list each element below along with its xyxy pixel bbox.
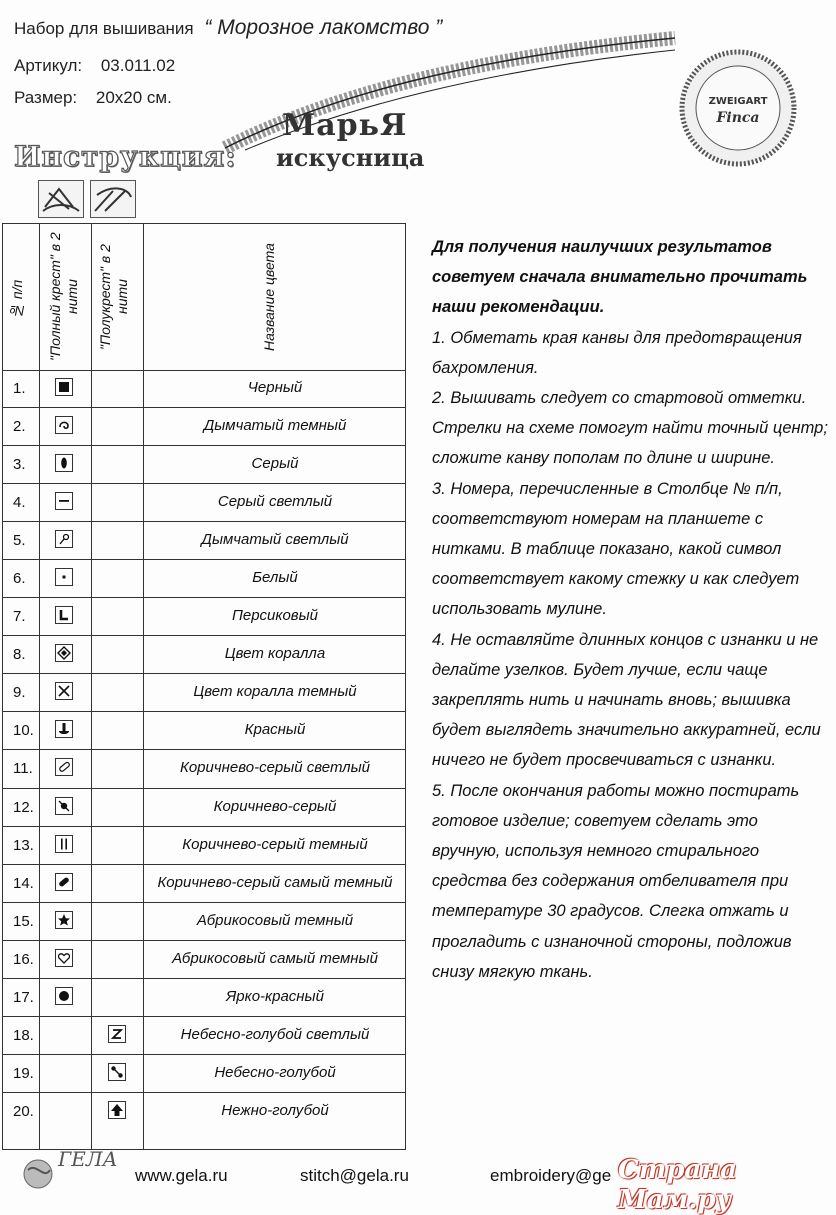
- seal-top-text: ZWEIGART: [708, 96, 768, 107]
- color-name: Белый: [252, 569, 298, 587]
- size-line: [14, 88, 172, 108]
- table-row: [3, 712, 405, 750]
- row-number: 6.: [13, 570, 26, 588]
- table-row: [3, 560, 405, 598]
- brand-logo: [276, 108, 425, 172]
- row-number: 4.: [13, 494, 26, 512]
- row-number: 19.: [13, 1064, 34, 1082]
- table-header: [3, 224, 405, 371]
- instruction-step-3: 3. Номера, перечисленные в Столбце № п/п, соответствуют номерам на планшете с нитками. В таблице показано, какой символ соответствует какому стежку и как следует использовать мулине.: [432, 479, 800, 619]
- instruction-step-1: 1. Обметать края канвы для предотвращения бахромления.: [432, 328, 802, 377]
- size-value: 20х20 см.: [95, 88, 172, 107]
- color-name: Абрикосовый темный: [196, 911, 354, 929]
- color-name: Коричнево-серый: [213, 797, 337, 815]
- brand-line2: искусница: [276, 143, 425, 172]
- gela-logo-text: ГЕЛА: [58, 1147, 118, 1171]
- watermark: Страна Мам.ру: [618, 1155, 738, 1215]
- header-full-cross: "Полный крест" в 2 нити: [47, 232, 80, 362]
- website-link[interactable]: www.gela.ru: [135, 1166, 228, 1185]
- kit-title: “ Морозное лакомство ”: [204, 16, 443, 39]
- row-number: 13.: [13, 836, 34, 854]
- table-row: [3, 446, 405, 484]
- table-row: [3, 484, 405, 522]
- corner-l-icon: [55, 606, 73, 624]
- color-name: Коричнево-серый светлый: [180, 759, 370, 777]
- header-color-name: Название цвета: [261, 243, 277, 351]
- heart-icon: [55, 949, 73, 967]
- article-label: Артикул:: [14, 56, 83, 75]
- row-number: 14.: [13, 874, 34, 892]
- row-number: 1.: [13, 380, 26, 397]
- row-number: 18.: [13, 1026, 34, 1044]
- color-name: Коричнево-серый самый темный: [157, 873, 393, 891]
- color-name: Абрикосовый самый темный: [172, 949, 378, 967]
- row-number: 17.: [13, 988, 34, 1006]
- table-row: [3, 903, 405, 941]
- half-cross-stitch-icon: [90, 180, 136, 218]
- dot-icon: [55, 568, 73, 586]
- row-number: 10.: [13, 722, 34, 740]
- embroidery-email-link[interactable]: embroidery@ge: [490, 1166, 612, 1185]
- diagonal-dot-icon: [55, 797, 73, 815]
- pin-icon: [55, 530, 73, 548]
- filled-circle-icon: [55, 987, 73, 1005]
- table-row: [3, 674, 405, 712]
- table-row: [3, 598, 405, 636]
- z-icon: [108, 1025, 126, 1043]
- table-row: [3, 1093, 405, 1131]
- row-number: 9.: [13, 684, 26, 702]
- article-value: 03.011.02: [100, 56, 176, 75]
- color-name: Нежно-голубой: [221, 1101, 329, 1119]
- table-row: [3, 408, 405, 446]
- gela-logo: [14, 1140, 124, 1195]
- row-number: 2.: [13, 418, 26, 436]
- anchor-icon: [55, 720, 73, 738]
- instruction-step-4: 4. Не оставляйте длинных концов с изнанки и не делайте узелков. Будет лучше, если чаще закреплять нить и начинать вновь; вышивка будет выглядеть значительно аккуратней, если ничего не будет просвечиваться с изнанки.: [432, 630, 821, 770]
- color-name: Дымчатый светлый: [201, 531, 349, 549]
- row-number: 16.: [13, 950, 34, 968]
- table-row: [3, 941, 405, 979]
- row-number: 20.: [13, 1102, 34, 1120]
- color-name: Цвет коралла темный: [193, 683, 357, 701]
- row-number: 12.: [13, 798, 34, 816]
- row-number: 8.: [13, 646, 26, 664]
- row-number: 7.: [13, 608, 26, 626]
- table-row: [3, 865, 405, 903]
- diamond-icon: [55, 644, 73, 662]
- header-half-cross: "Полукрест" в 2 нити: [97, 244, 130, 350]
- ornament-flourish: [205, 28, 685, 158]
- table-row: [3, 827, 405, 865]
- filled-square-icon: [55, 378, 73, 396]
- color-name: Ярко-красный: [226, 987, 324, 1005]
- star-icon: [55, 911, 73, 929]
- color-name: Серый светлый: [217, 493, 333, 511]
- color-name: Цвет коралла: [224, 645, 326, 663]
- color-name: Небесно-голубой: [214, 1063, 336, 1081]
- table-row: [3, 750, 405, 788]
- table-row: [3, 1055, 405, 1093]
- table-row: [3, 370, 405, 408]
- table-row: [3, 1017, 405, 1055]
- size-label: Размер:: [14, 88, 78, 107]
- arrow-up-icon: [108, 1101, 126, 1119]
- color-name: Персиковый: [231, 607, 319, 625]
- color-name: Красный: [244, 721, 306, 739]
- oval-icon: [55, 454, 73, 472]
- table-row: [3, 979, 405, 1017]
- brand-line1: МарьЯ: [282, 108, 408, 143]
- header-number: № п/п: [9, 279, 25, 319]
- seal-bottom-text: Finca: [716, 110, 760, 126]
- kit-label: Набор для вышивания: [14, 19, 194, 38]
- instructions-intro: Для получения наилучших результатов советуем сначала внимательно прочитать наши рекомендации.: [432, 238, 808, 317]
- color-name: Черный: [247, 379, 303, 396]
- instruction-step-5: 5. После окончания работы можно постирать готовое изделие; советуем сделать это вручную, используя немного стирального средства без содержания отбеливателя при температуре 30 градусов. Слегка отжать и прогладить с изнаночной стороны, подложив снизу мягкую ткань.: [432, 781, 800, 981]
- zweigart-seal: [678, 48, 798, 168]
- dash-icon: [55, 492, 73, 510]
- stitch-email-link[interactable]: stitch@gela.ru: [300, 1166, 409, 1185]
- color-name: Небесно-голубой светлый: [180, 1025, 370, 1043]
- row-number: 15.: [13, 912, 34, 930]
- row-number: 11.: [13, 760, 33, 778]
- article-line: [14, 56, 175, 76]
- table-body: [3, 370, 405, 1131]
- row-number: 5.: [13, 532, 26, 550]
- color-name: Серый: [251, 455, 299, 473]
- swirl-icon: [55, 416, 73, 434]
- full-cross-stitch-icon: [38, 180, 84, 218]
- diagonal-dots-icon: [108, 1063, 126, 1081]
- table-row: [3, 789, 405, 827]
- row-number: 3.: [13, 456, 26, 474]
- instruction-title: Инструкция:: [14, 140, 237, 173]
- table-row: [3, 522, 405, 560]
- color-legend-table: [2, 223, 406, 1150]
- instruction-step-2: 2. Вышивать следует со стартовой отметки. Стрелки на схеме помогут найти точный центр; сложите канву пополам по длине и ширине.: [432, 389, 828, 468]
- instructions-text: [432, 232, 828, 987]
- color-name: Коричнево-серый темный: [182, 835, 368, 853]
- table-row: [3, 636, 405, 674]
- pill-outline-icon: [55, 758, 73, 776]
- x-arrows-icon: [55, 682, 73, 700]
- double-bar-icon: [55, 835, 73, 853]
- pill-filled-icon: [55, 873, 73, 891]
- color-name: Дымчатый темный: [203, 417, 347, 435]
